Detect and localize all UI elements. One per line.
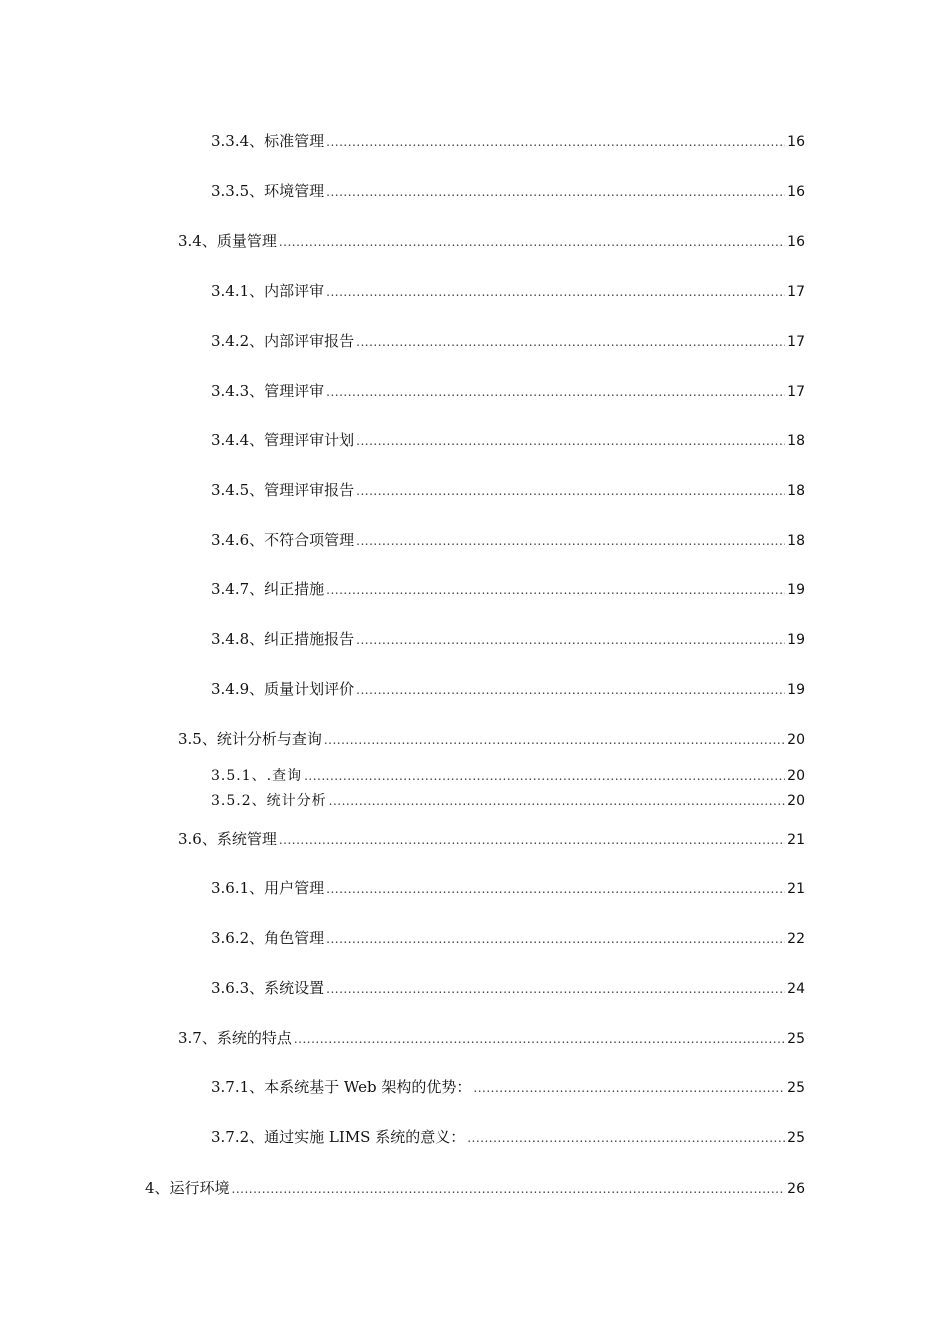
- toc-entry-page-number: 25: [787, 1130, 805, 1146]
- toc-entry[interactable]: [211, 1127, 805, 1148]
- toc-leader-dots: [356, 531, 785, 551]
- toc-entry-title: 3.4.4、管理评审计划: [211, 431, 355, 449]
- toc-entry-title: 3.4.5、管理评审报告: [211, 481, 355, 499]
- toc-entry[interactable]: [211, 281, 805, 302]
- toc-entry-title: 3.4.7、纠正措施: [211, 580, 325, 598]
- toc-entry-page-number: 20: [787, 732, 805, 748]
- toc-entry[interactable]: [211, 131, 805, 152]
- toc-entry[interactable]: [211, 1077, 805, 1098]
- toc-entry-title: 3.4.3、管理评审: [211, 382, 325, 400]
- toc-entry-page-number: 20: [787, 793, 805, 809]
- toc-entry-page-number: 26: [787, 1181, 805, 1197]
- toc-entry[interactable]: [178, 829, 805, 850]
- toc-leader-dots: [304, 766, 785, 786]
- toc-entry-title: 3.5.1、.查询: [211, 768, 303, 784]
- toc-entry-page-number: 16: [787, 134, 805, 150]
- toc-entry-page-number: 19: [787, 682, 805, 698]
- toc-leader-dots: [326, 382, 785, 402]
- toc-leader-dots: [356, 481, 785, 501]
- toc-entry[interactable]: [145, 1178, 805, 1199]
- toc-entry-page-number: 18: [787, 433, 805, 449]
- toc-entry-page-number: 25: [787, 1031, 805, 1047]
- toc-entry[interactable]: [211, 679, 805, 700]
- toc-entry-page-number: 21: [787, 832, 805, 848]
- toc-entry[interactable]: [211, 791, 805, 811]
- toc-entry[interactable]: [211, 878, 805, 899]
- toc-entry-title: 3.3.4、标准管理: [211, 132, 325, 150]
- toc-leader-dots: [356, 630, 785, 650]
- toc-leader-dots: [326, 929, 785, 949]
- toc-entry-page-number: 16: [787, 234, 805, 250]
- toc-entry-title: 3.4.8、纠正措施报告: [211, 630, 355, 648]
- toc-entry-title: 3.5.2、统计分析: [211, 793, 327, 809]
- toc-entry-page-number: 25: [787, 1080, 805, 1096]
- toc-entry[interactable]: [178, 231, 805, 252]
- toc-entry-page-number: 19: [787, 632, 805, 648]
- toc-entry-page-number: 18: [787, 483, 805, 499]
- toc-entry-page-number: 20: [787, 768, 805, 784]
- toc-leader-dots: [467, 1128, 785, 1148]
- toc-entry-title: 3.4.1、内部评审: [211, 282, 325, 300]
- toc-leader-dots: [329, 791, 786, 811]
- toc-entry-page-number: 17: [787, 284, 805, 300]
- toc-leader-dots: [279, 830, 785, 850]
- toc-leader-dots: [232, 1179, 786, 1199]
- toc-leader-dots: [279, 232, 785, 252]
- toc-entry-page-number: 17: [787, 334, 805, 350]
- toc-entry-title: 4、运行环境: [145, 1179, 230, 1197]
- toc-entry-title: 3.3.5、环境管理: [211, 182, 325, 200]
- toc-leader-dots: [356, 332, 785, 352]
- toc-leader-dots: [326, 580, 785, 600]
- toc-entry[interactable]: [211, 766, 805, 786]
- toc-leader-dots: [294, 1029, 785, 1049]
- toc-entry[interactable]: [211, 530, 805, 551]
- toc-entry-title: 3.6.2、角色管理: [211, 929, 325, 947]
- toc-entry[interactable]: [211, 480, 805, 501]
- toc-entry-page-number: 17: [787, 384, 805, 400]
- toc-leader-dots: [326, 282, 785, 302]
- toc-entry-page-number: 24: [787, 981, 805, 997]
- toc-leader-dots: [326, 182, 785, 202]
- toc-entry-title: 3.4、质量管理: [178, 232, 277, 250]
- toc-leader-dots: [326, 879, 785, 899]
- toc-entry-page-number: 22: [787, 931, 805, 947]
- toc-entry-title: 3.4.9、质量计划评价: [211, 680, 355, 698]
- toc-entry[interactable]: [211, 381, 805, 402]
- toc-leader-dots: [356, 680, 785, 700]
- toc-entry-page-number: 19: [787, 582, 805, 598]
- toc-entry[interactable]: [178, 729, 805, 750]
- toc-leader-dots: [326, 979, 785, 999]
- toc-entry[interactable]: [211, 331, 805, 352]
- toc-entry-title: 3.7.1、本系统基于 Web 架构的优势：: [211, 1078, 472, 1096]
- toc-leader-dots: [324, 730, 785, 750]
- toc-entry[interactable]: [211, 181, 805, 202]
- toc-entry-title: 3.6、系统管理: [178, 830, 277, 848]
- toc-entry-title: 3.5、统计分析与查询: [178, 730, 322, 748]
- toc-entry-title: 3.6.1、用户管理: [211, 879, 325, 897]
- toc-entry[interactable]: [211, 579, 805, 600]
- toc-entry-page-number: 18: [787, 533, 805, 549]
- toc-entry-title: 3.6.3、系统设置: [211, 979, 325, 997]
- toc-entry[interactable]: [211, 629, 805, 650]
- toc-entry-title: 3.7.2、通过实施 LIMS 系统的意义：: [211, 1128, 466, 1146]
- toc-entry[interactable]: [211, 978, 805, 999]
- toc-entry-title: 3.4.2、内部评审报告: [211, 332, 355, 350]
- toc-leader-dots: [473, 1078, 785, 1098]
- toc-entry-title: 3.4.6、不符合项管理: [211, 531, 355, 549]
- toc-leader-dots: [356, 431, 785, 451]
- toc-leader-dots: [326, 132, 785, 152]
- toc-entry-page-number: 16: [787, 184, 805, 200]
- toc-entry[interactable]: [211, 430, 805, 451]
- toc-entry-title: 3.7、系统的特点: [178, 1029, 292, 1047]
- toc-entry-page-number: 21: [787, 881, 805, 897]
- toc-entry[interactable]: [211, 928, 805, 949]
- toc-entry[interactable]: [178, 1028, 805, 1049]
